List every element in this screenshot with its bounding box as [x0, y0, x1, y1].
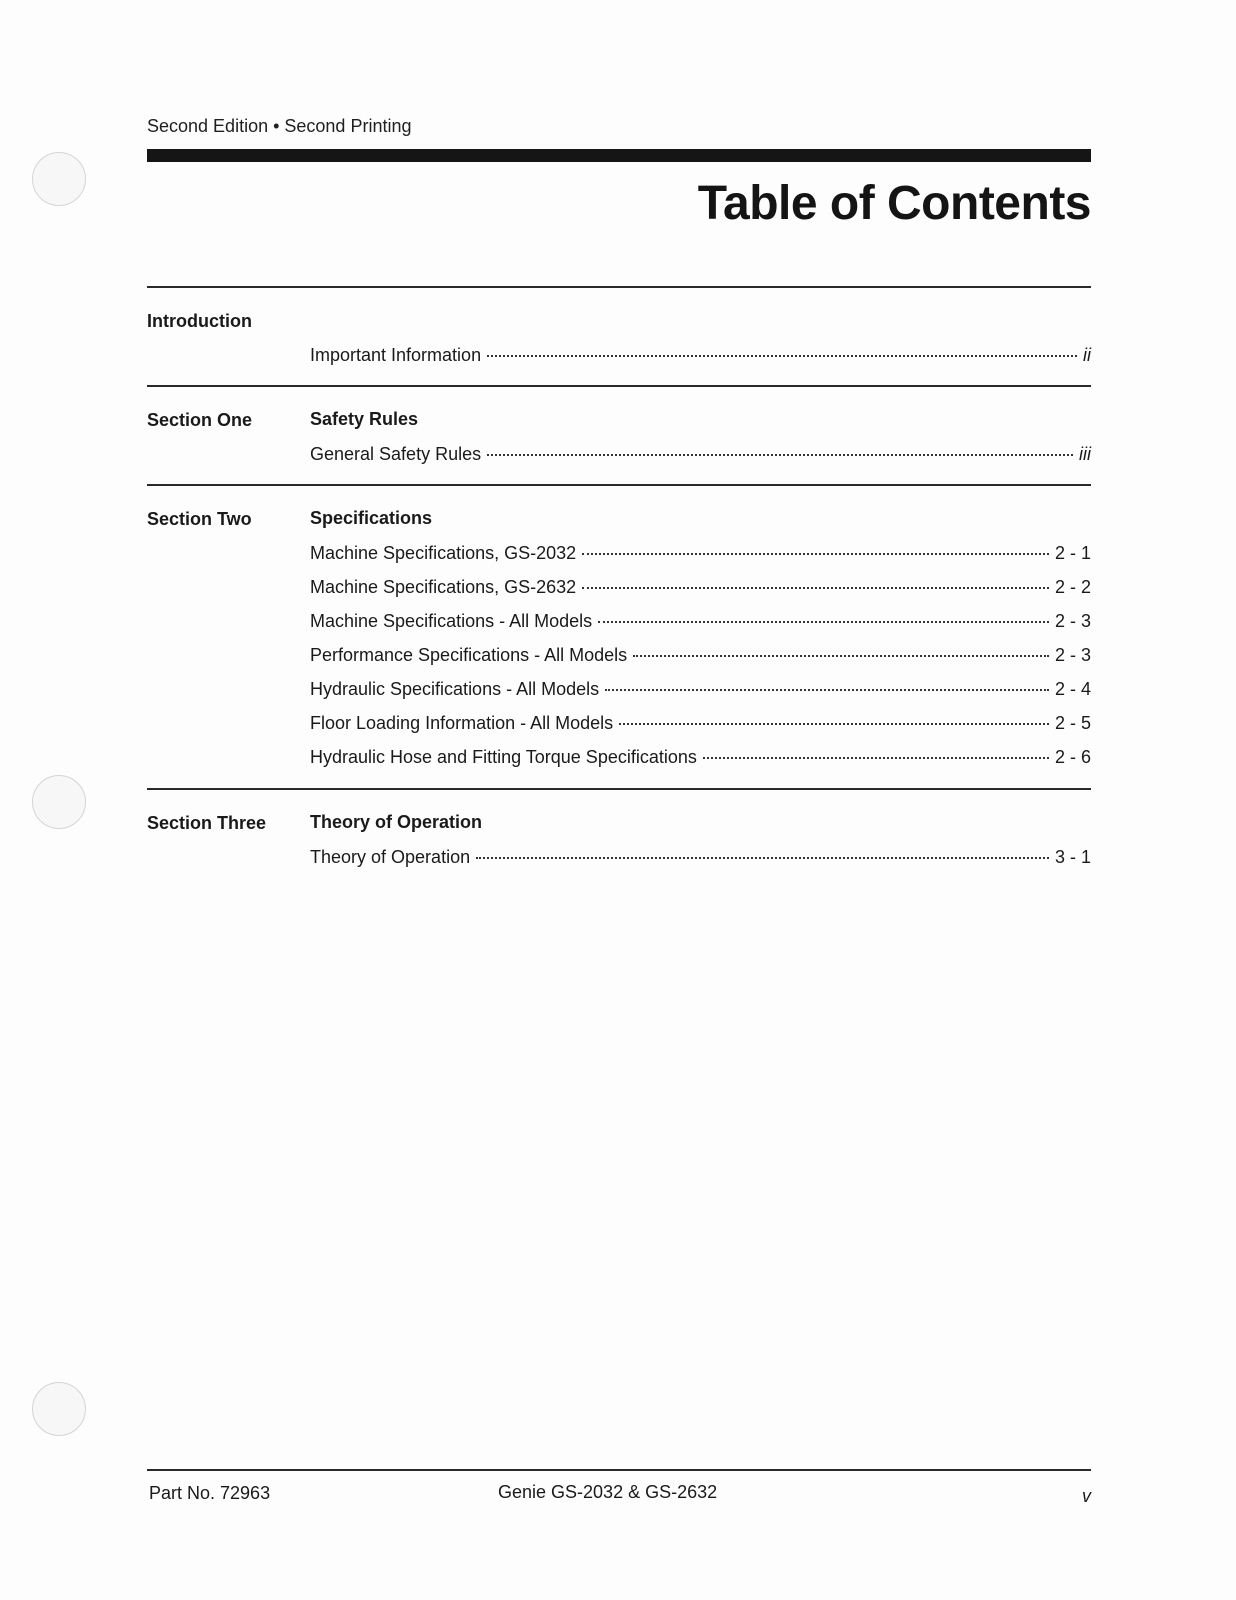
toc-entry-title: General Safety Rules	[310, 444, 482, 464]
footer-divider	[147, 1469, 1091, 1471]
toc-entry-title: Theory of Operation	[310, 847, 471, 867]
toc-entry-title: Important Information	[310, 345, 482, 365]
toc-entry-page: 2 - 2	[1054, 577, 1091, 597]
dot-leader	[633, 655, 1049, 657]
header-bar	[147, 149, 1091, 162]
section-divider	[147, 385, 1091, 387]
footer-page-number: v	[1082, 1486, 1091, 1506]
dot-leader	[582, 553, 1049, 555]
edition-line: Second Edition • Second Printing	[147, 116, 412, 136]
section-divider	[147, 484, 1091, 486]
toc-entry-page: 2 - 3	[1054, 645, 1091, 665]
toc-entry-page: 2 - 6	[1054, 747, 1091, 767]
toc-entry-page: 2 - 3	[1054, 611, 1091, 631]
dot-leader	[703, 757, 1049, 759]
binder-hole	[32, 775, 86, 829]
dot-leader	[476, 857, 1049, 859]
toc-entry-page: 2 - 1	[1054, 543, 1091, 563]
toc-entry[interactable]	[310, 645, 1091, 666]
toc-entry[interactable]	[310, 543, 1091, 564]
toc-entry[interactable]	[310, 747, 1091, 768]
toc-entry-page: 3 - 1	[1054, 847, 1091, 867]
toc-entry-title: Performance Specifications - All Models	[310, 645, 628, 665]
toc-entry-page: 2 - 4	[1054, 679, 1091, 699]
toc-entry-title: Floor Loading Information - All Models	[310, 713, 614, 733]
toc-entry[interactable]	[310, 847, 1091, 868]
section-label-section-two: Section Two	[147, 509, 252, 529]
section-label-introduction: Introduction	[147, 311, 252, 331]
toc-entry-page: 2 - 5	[1054, 713, 1091, 733]
footer-model: Genie GS-2032 & GS-2632	[498, 1482, 718, 1502]
footer-part-number: Part No. 72963	[149, 1483, 271, 1503]
dot-leader	[582, 587, 1049, 589]
dot-leader	[487, 454, 1073, 456]
section-heading-theory-of-operation: Theory of Operation	[310, 812, 483, 832]
toc-entry[interactable]	[310, 713, 1091, 734]
toc-entry[interactable]	[310, 611, 1091, 632]
section-label-section-three: Section Three	[147, 813, 267, 833]
binder-hole	[32, 1382, 86, 1436]
toc-entry-title: Machine Specifications, GS-2632	[310, 577, 577, 597]
toc-entry[interactable]	[310, 577, 1091, 598]
toc-entry[interactable]	[310, 444, 1091, 465]
section-divider	[147, 788, 1091, 790]
dot-leader	[598, 621, 1049, 623]
dot-leader	[487, 355, 1077, 357]
section-divider	[147, 286, 1091, 288]
toc-entry-title: Machine Specifications - All Models	[310, 611, 593, 631]
binder-hole	[32, 152, 86, 206]
toc-entry-page: ii	[1083, 345, 1091, 365]
section-heading-safety-rules: Safety Rules	[310, 409, 419, 429]
toc-entry[interactable]	[310, 345, 1091, 366]
dot-leader	[605, 689, 1049, 691]
toc-entry-title: Hydraulic Hose and Fitting Torque Specifications	[310, 747, 697, 767]
toc-entry[interactable]	[310, 679, 1091, 700]
toc-entry-page: iii	[1079, 444, 1091, 464]
section-heading-specifications: Specifications	[310, 508, 433, 528]
toc-entry-title: Machine Specifications, GS-2032	[310, 543, 577, 563]
section-label-section-one: Section One	[147, 410, 253, 430]
toc-entry-title: Hydraulic Specifications - All Models	[310, 679, 600, 699]
page-title: Table of Contents	[697, 177, 1091, 230]
dot-leader	[619, 723, 1049, 725]
